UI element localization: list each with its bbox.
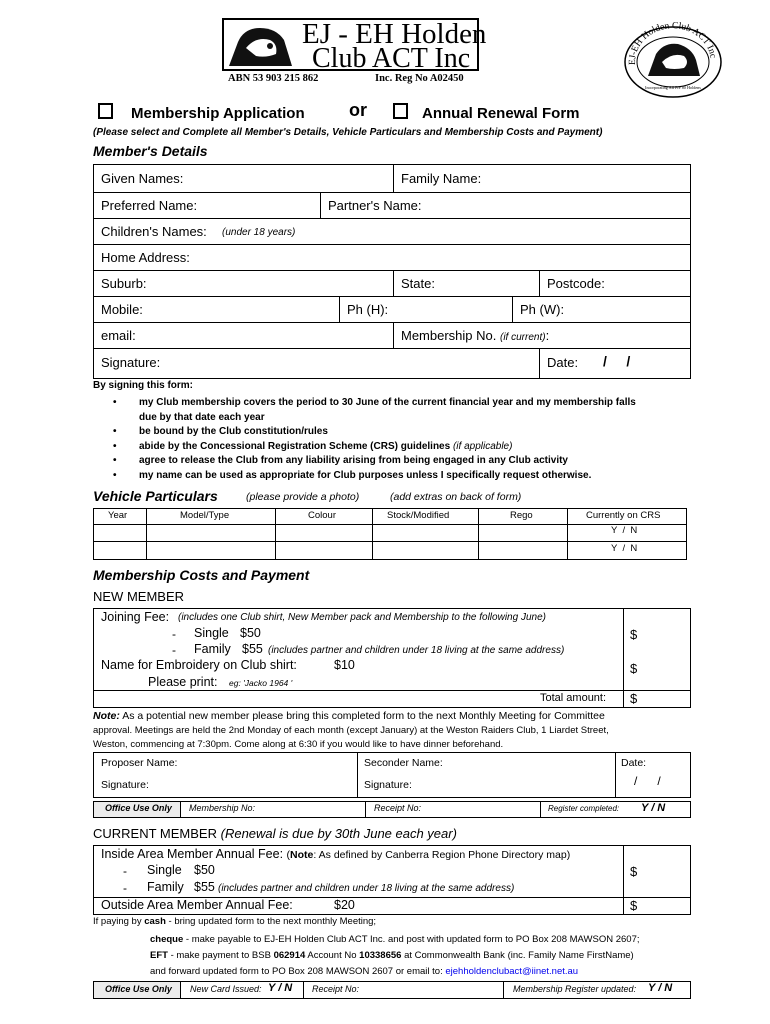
signature-field[interactable]: Signature:: [101, 355, 161, 370]
childrens-names-field[interactable]: Children's Names:: [101, 224, 207, 239]
family-name-field[interactable]: Family Name:: [401, 171, 482, 186]
annual-renewal-checkbox[interactable]: [393, 103, 408, 119]
current-member-heading: [93, 826, 457, 841]
state-field[interactable]: State:: [401, 276, 435, 291]
ph-w-field[interactable]: Ph (W):: [520, 302, 565, 317]
office-new-card-yn[interactable]: Y / N: [268, 982, 293, 994]
note-label: Note:: [93, 710, 120, 722]
crs-yn-row2[interactable]: Y / N: [611, 543, 638, 554]
club-email-link[interactable]: ejehholdenclubact@iinet.net.au: [445, 966, 579, 977]
membership-no-hint: (if current): [500, 332, 546, 343]
col-model-type: Model/Type: [180, 510, 230, 521]
current-member-title: CURRENT MEMBER: [93, 826, 217, 841]
proposer-signature-field[interactable]: Signature:: [101, 779, 149, 791]
office-receipt-no[interactable]: Receipt No:: [374, 803, 422, 813]
payment-eft-line: [150, 950, 634, 961]
forward-text: and forward updated form to PO Box 208 MAWSON 2607 or email to:: [150, 966, 443, 977]
ph-h-field[interactable]: Ph (H):: [347, 302, 389, 317]
office-register-updated: Membership Register updated:: [513, 984, 637, 994]
eft-text-2: Account No: [307, 950, 357, 961]
outside-area-amount[interactable]: $: [630, 898, 638, 913]
col-currently-on-crs: Currently on CRS: [586, 510, 661, 521]
seconder-signature-field[interactable]: Signature:: [364, 779, 412, 791]
abn: ABN 53 903 215 862: [228, 73, 319, 84]
inside-area-amount[interactable]: $: [630, 864, 638, 879]
inside-note-label: Note: [290, 849, 314, 861]
current-single-label: Single: [147, 863, 182, 877]
joining-fee-hint: (includes one Club shirt, New Member pack and Membership to the following June): [178, 612, 546, 623]
embroidery-price: $10: [334, 658, 355, 672]
single-label: Single: [194, 626, 229, 640]
title-or: or: [349, 100, 367, 120]
col-year: Year: [108, 510, 128, 521]
postcode-field[interactable]: Postcode:: [547, 276, 605, 291]
vehicle-heading: Vehicle Particulars: [93, 488, 218, 504]
costs-heading: Membership Costs and Payment: [93, 567, 310, 583]
crs-yn-row1[interactable]: Y / N: [611, 525, 638, 536]
single-dash: -: [172, 627, 176, 641]
members-details-heading: Member's Details: [93, 143, 208, 159]
current-single-dash: -: [123, 864, 127, 878]
given-names-field[interactable]: Given Names:: [101, 171, 184, 186]
signing-intro: By signing this form:: [93, 380, 193, 391]
payment-forward-line: [150, 966, 578, 977]
single-price: $50: [240, 626, 261, 640]
title-option-1: Membership Application: [131, 105, 305, 122]
childrens-hint: (under 18 years): [222, 227, 296, 238]
logo-line-1: EJ - EH Holden: [302, 18, 487, 50]
list-item: • my Club membership covers the period to 30 June of the current financial year and my membership falls due by that date each year: [93, 396, 693, 425]
current-family-label: Family: [147, 880, 184, 894]
office-register-completed: Register completed:: [548, 804, 620, 813]
members-details-table: [93, 164, 691, 379]
current-family-hint: (includes partner and children under 18 living at the same address): [218, 883, 515, 894]
membership-no-label: Membership No.: [401, 328, 497, 343]
payment-cash-line: [93, 916, 376, 927]
list-item: • be bound by the Club constitution/rules: [93, 425, 693, 440]
home-address-field[interactable]: Home Address:: [101, 250, 190, 265]
office-membership-no[interactable]: Membership No:: [189, 803, 256, 813]
club-logo: [222, 18, 487, 74]
family-label: Family: [194, 642, 231, 656]
note-line-2: approval. Meetings are held the 2nd Monday of each month (except January) at the Weston Raiders Club, 1 Liardet Street,: [93, 725, 609, 736]
inside-area-title: Inside Area Member Annual Fee:: [101, 847, 284, 861]
vehicle-hint-photo: (please provide a photo): [246, 491, 360, 503]
svg-text:Incorporating All Pre 80 Holde: Incorporating All Pre 80 Holdens: [645, 85, 701, 90]
please-print-label: Please print:: [148, 675, 218, 689]
inside-area-label: [101, 847, 570, 861]
preferred-name-field[interactable]: Preferred Name:: [101, 198, 198, 213]
total-amount-field[interactable]: $: [630, 691, 638, 706]
membership-no-field[interactable]: [401, 328, 549, 343]
eft-text-1: - make payment to BSB: [170, 950, 271, 961]
cheque-text: - make payable to EJ-EH Holden Club ACT Inc. and post with updated form to PO Box 208 MAWSON 2607;: [185, 934, 640, 945]
office-use-label-1: Office Use Only: [105, 803, 172, 813]
total-amount-label: Total amount:: [540, 692, 607, 704]
mobile-field[interactable]: Mobile:: [101, 302, 143, 317]
date-field[interactable]: Date:: [547, 355, 579, 370]
date-slashes: / /: [603, 353, 631, 369]
proposer-name-field[interactable]: Proposer Name:: [101, 757, 178, 769]
eft-label: EFT: [150, 950, 168, 961]
seconder-name-field[interactable]: Seconder Name:: [364, 757, 443, 769]
family-dash: -: [172, 643, 176, 657]
proposer-date-slashes: / /: [634, 774, 661, 788]
email-field[interactable]: email:: [101, 328, 136, 343]
office-register-yn[interactable]: Y / N: [641, 802, 666, 814]
eft-bsb: 062914: [273, 950, 306, 961]
holden-lion-emblem-icon: [226, 22, 294, 68]
list-item: • abide by the Concessional Registration Scheme (CRS) guidelines (if applicable): [93, 440, 693, 455]
partners-name-field[interactable]: Partner's Name:: [328, 198, 422, 213]
membership-application-checkbox[interactable]: [98, 103, 113, 119]
cash-label: cash: [144, 916, 166, 927]
note-text: As a potential new member please bring this completed form to the next Monthly Meeting for Committee: [122, 710, 605, 722]
signing-terms-list: [93, 396, 693, 484]
instructions: (Please select and Complete all Member's Details, Vehicle Particulars and Membership Costs and Payment): [93, 127, 603, 138]
current-single-price: $50: [194, 863, 215, 877]
eft-text-3: at Commonwealth Bank (inc. Family Name FirstName): [404, 950, 634, 961]
inc-reg: Inc. Reg No A02450: [375, 73, 464, 84]
col-rego: Rego: [510, 510, 533, 521]
current-member-hint: (Renewal is due by 30th June each year): [220, 826, 457, 841]
list-item: • agree to release the Club from any liability arising from being engaged in any Club activity: [93, 454, 693, 469]
cheque-label: cheque: [150, 934, 184, 945]
current-family-dash: -: [123, 881, 127, 895]
logo-line-2: Club ACT Inc: [312, 43, 471, 74]
svg-text:EJ-EH Holden Club ACT Inc: EJ-EH Holden Club ACT Inc: [627, 21, 718, 65]
outside-area-price: $20: [334, 898, 355, 912]
please-print-example: eg: 'Jacko 1964 ': [229, 678, 293, 688]
office-new-card-issued: New Card Issued:: [190, 984, 262, 994]
list-item: • my name can be used as appropriate for Club purposes unless I specifically request otherwise.: [93, 469, 693, 484]
proposer-date-field[interactable]: Date:: [621, 757, 647, 769]
office-receipt-no-2[interactable]: Receipt No:: [312, 984, 360, 994]
title-option-2: Annual Renewal Form: [422, 105, 580, 122]
col-colour: Colour: [308, 510, 336, 521]
inside-note-text: : As defined by Canberra Region Phone Directory map): [313, 849, 571, 861]
club-seal: [622, 18, 724, 98]
office-register-updated-yn[interactable]: Y / N: [648, 982, 673, 994]
office-use-label-2: Office Use Only: [105, 984, 172, 994]
family-hint: (includes partner and children under 18 living at the same address): [268, 645, 565, 656]
new-member-heading: NEW MEMBER: [93, 589, 184, 604]
eft-account: 10338656: [359, 950, 402, 961]
family-price: $55: [242, 642, 263, 656]
joining-fee-label: Joining Fee:: [101, 610, 170, 624]
note-line-1: [93, 710, 605, 722]
membership-no-colon: :: [545, 328, 550, 343]
inside-area-note: [287, 849, 571, 861]
embroidery-amount[interactable]: $: [630, 661, 638, 676]
current-family-price: $55: [194, 880, 215, 894]
payment-cheque-line: [150, 934, 640, 945]
joining-fee-amount[interactable]: $: [630, 627, 638, 642]
embroidery-label: Name for Embroidery on Club shirt:: [101, 658, 297, 672]
cash-text: - bring updated form to the next monthly Meeting;: [168, 916, 377, 927]
col-stock-modified: Stock/Modified: [387, 510, 450, 521]
cash-pre: If paying by: [93, 916, 142, 927]
suburb-field[interactable]: Suburb:: [101, 276, 147, 291]
inside-paren: (: [286, 849, 291, 861]
note-line-3: Weston, commencing at 7:30pm. Come along at 6:30 if you would like to have dinner beforehand.: [93, 739, 504, 750]
outside-area-label: Outside Area Member Annual Fee:: [101, 898, 293, 912]
vehicle-hint-extras: (add extras on back of form): [390, 491, 522, 503]
